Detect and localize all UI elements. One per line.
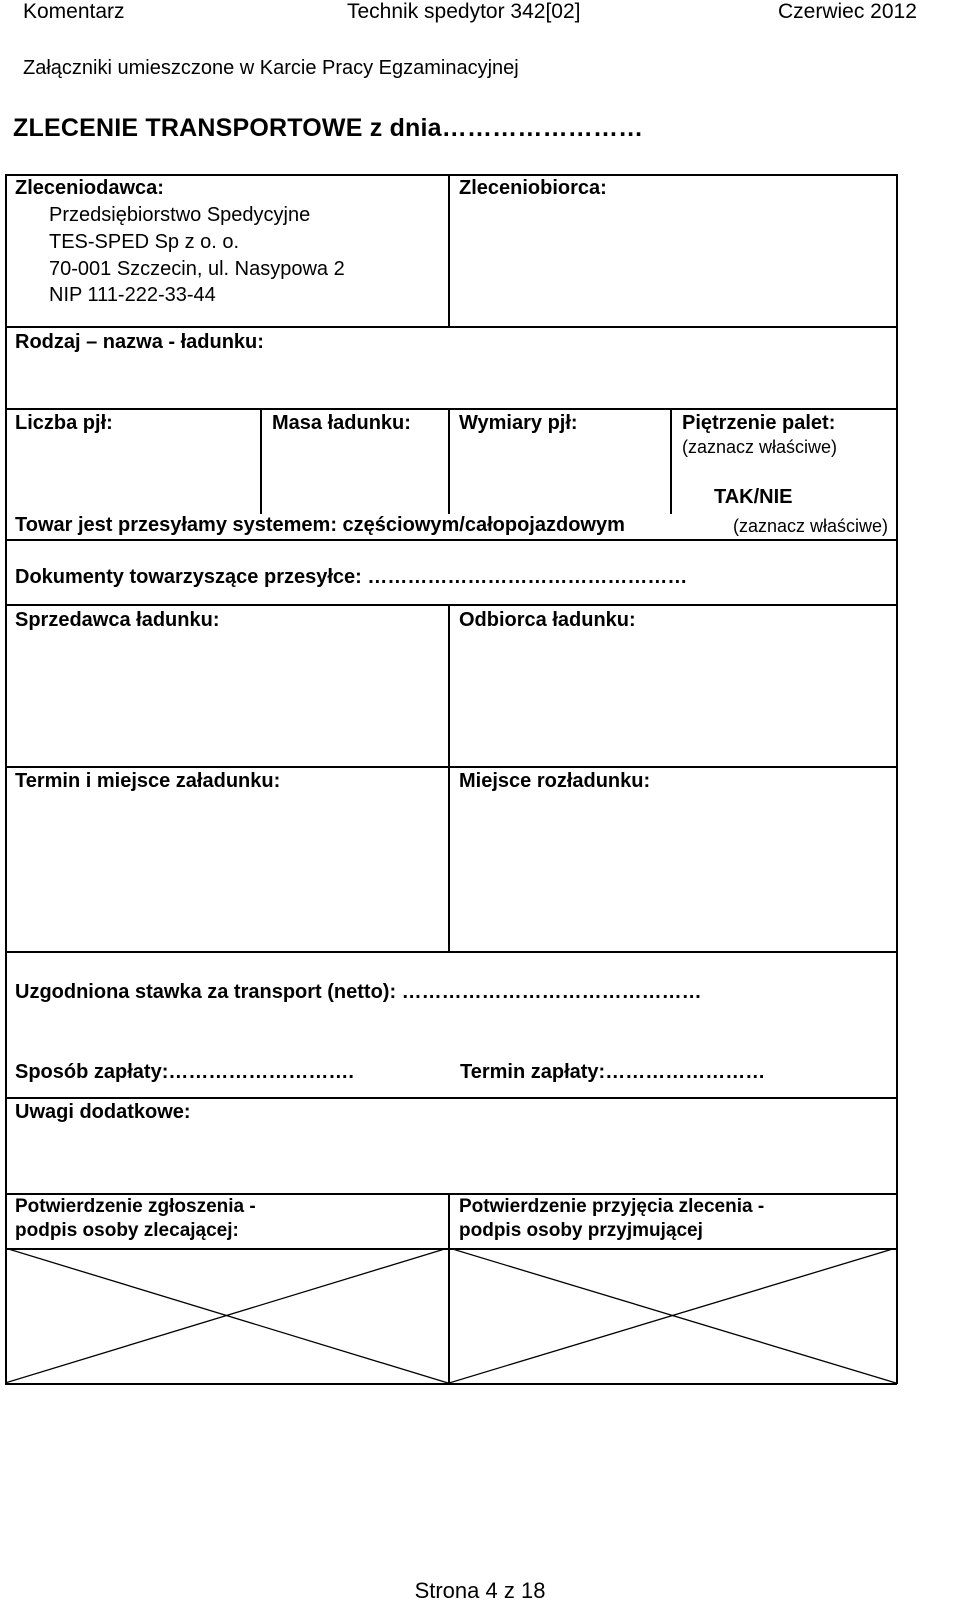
shipping-system-label[interactable]: Towar jest przesyłamy systemem: częściowym/całopojazdowym xyxy=(15,514,625,536)
stacking-label: Piętrzenie palet: xyxy=(682,412,836,434)
page-number: Strona 4 z 18 xyxy=(414,1578,546,1603)
principal-line-4: NIP 111-222-33-44 xyxy=(49,284,216,306)
header-exam-code: Technik spedytor 342[02] xyxy=(347,0,581,23)
pallet-dimensions-label: Wymiary pjł: xyxy=(459,412,578,434)
rate-label: Uzgodniona stawka za transport (netto): ……………………………………… xyxy=(15,981,702,1003)
cargo-mass-label: Masa ładunku: xyxy=(272,412,411,434)
principal-line-2: TES-SPED Sp z o. o. xyxy=(49,231,240,253)
receiver-label: Odbiorca ładunku: xyxy=(459,609,636,631)
principal-line-3: 70-001 Szczecin, ul. Nasypowa 2 xyxy=(49,258,345,280)
stacking-options[interactable]: TAK/NIE xyxy=(714,486,793,508)
contractor-label: Zleceniobiorca: xyxy=(459,177,607,199)
principal-line-1: Przedsiębiorstwo Spedycyjne xyxy=(49,204,311,226)
header-date: Czerwiec 2012 xyxy=(778,0,917,23)
confirm-order-line-2: podpis osoby zlecającej: xyxy=(15,1220,239,1241)
unloading-label: Miejsce rozładunku: xyxy=(459,770,651,792)
header-subtitle: Załączniki umieszczone w Karcie Pracy Egzaminacyjnej xyxy=(23,57,519,79)
signature-box-accepting xyxy=(449,1248,897,1384)
confirm-accept-line-2: podpis osoby przyjmującej xyxy=(459,1220,703,1241)
shipping-system-hint: (zaznacz właściwe) xyxy=(733,516,889,536)
loading-label: Termin i miejsce załadunku: xyxy=(15,770,281,792)
confirm-order-line-1: Potwierdzenie zgłoszenia - xyxy=(15,1196,256,1217)
header-section-label: Komentarz xyxy=(23,0,125,23)
pallet-count-label: Liczba pjł: xyxy=(15,412,113,434)
form-title: ZLECENIE TRANSPORTOWE z dnia…………………… xyxy=(13,114,644,142)
signature-box-ordering xyxy=(5,1248,449,1384)
documents-label: Dokumenty towarzyszące przesyłce: ………………………………………… xyxy=(15,566,688,588)
stacking-hint: (zaznacz właściwe) xyxy=(682,437,838,457)
payment-term-label: Termin zapłaty:…………………… xyxy=(460,1061,766,1083)
principal-label: Zleceniodawca: xyxy=(15,177,164,199)
seller-label: Sprzedawca ładunku: xyxy=(15,609,220,631)
confirm-accept-line-1: Potwierdzenie przyjęcia zlecenia - xyxy=(459,1196,765,1217)
cargo-type-label: Rodzaj – nazwa - ładunku: xyxy=(15,331,264,353)
payment-method-label: Sposób zapłaty:………………………. xyxy=(15,1061,354,1083)
remarks-label: Uwagi dodatkowe: xyxy=(15,1101,191,1123)
